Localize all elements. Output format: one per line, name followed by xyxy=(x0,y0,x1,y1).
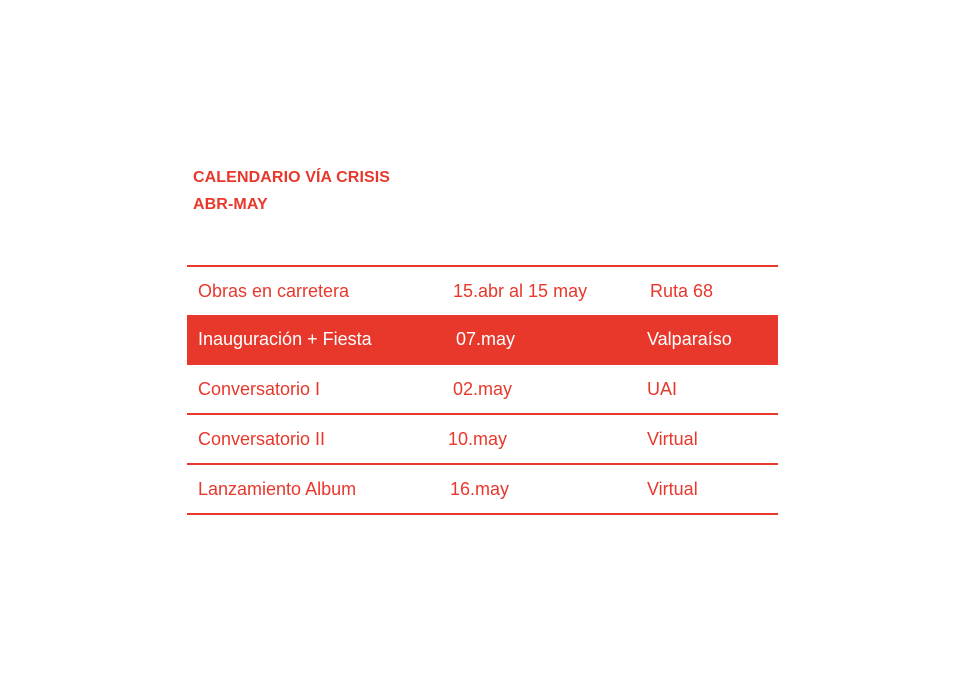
event-date: 16.may xyxy=(450,479,510,499)
table-row xyxy=(187,415,778,463)
event-date: 07.may xyxy=(456,329,516,349)
event-place: Ruta 68 xyxy=(650,281,714,301)
event-place: Virtual xyxy=(647,429,698,449)
table-row xyxy=(187,465,778,513)
event-name: Inauguración + Fiesta xyxy=(198,329,372,349)
table-row xyxy=(187,365,778,413)
table-bottom-rule xyxy=(187,513,778,515)
schedule-table xyxy=(187,265,778,515)
event-name: Conversatorio I xyxy=(198,379,321,399)
event-name: Conversatorio II xyxy=(198,429,326,449)
event-name: Lanzamiento Album xyxy=(198,479,357,499)
table-row xyxy=(187,267,778,315)
event-name: Obras en carretera xyxy=(198,281,350,301)
calendar-heading xyxy=(193,164,390,218)
calendar-title: CALENDARIO VÍA CRISIS xyxy=(193,169,391,186)
calendar-subtitle: ABR-MAY xyxy=(193,196,268,213)
table-row-highlighted xyxy=(187,315,778,363)
event-place: Virtual xyxy=(647,479,698,499)
event-date: 02.may xyxy=(453,379,513,399)
event-place: Valparaíso xyxy=(647,329,732,349)
event-date: 15.abr al 15 may xyxy=(453,281,588,301)
event-date: 10.may xyxy=(448,429,508,449)
event-place: UAI xyxy=(647,379,678,399)
